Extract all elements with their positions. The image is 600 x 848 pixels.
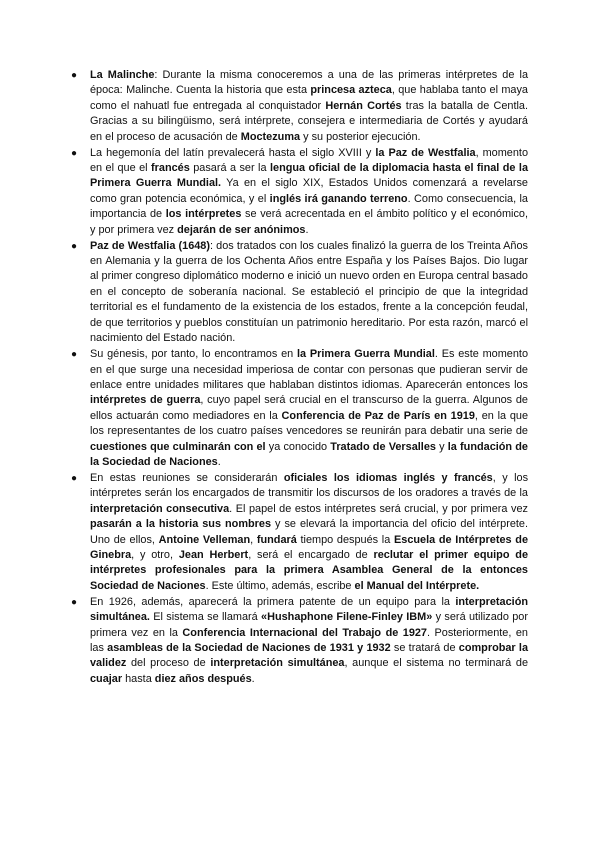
bold-text: lengua oficial de la diplomacia hasta el final de la Primera Guerra Mundial. xyxy=(90,162,528,190)
body-text: . El papel de estos intérpretes será crucial, y por primera vez xyxy=(229,502,528,515)
bullet-item xyxy=(71,146,528,238)
body-text: : dos tratados con los cuales finalizó la guerra de los Treinta Años en Alemania y la guerra de los Ochenta Años entre España y los Países Bajos. Dio lugar al primer congreso diplomático moderno e inició un nuevo orden en Europa central basado en el concepto de soberanía nacional. Se estableció el principio de que la integridad territorial es el fundamento de la existencia de los estados, frente a la concepción feudal, de que territorios y pueblos constituían un patrimonio hereditario. Por esta razón, marcó el nacimiento del Estado nación. xyxy=(90,239,528,345)
body-text: y xyxy=(435,440,448,453)
bullet-dot-icon: ● xyxy=(71,70,78,81)
body-text: se tratará de xyxy=(390,642,459,654)
bold-text: Moctezuma xyxy=(240,130,301,143)
body-text: En estas reuniones se considerarán xyxy=(90,471,284,484)
body-text: . Este último, además, escribe xyxy=(205,579,355,592)
body-text: , y los intérpretes serán los encargados de transmitir los discursos de los oradores a través de la xyxy=(90,471,529,500)
bold-text: Antoine Velleman xyxy=(158,533,251,546)
bold-text: pasarán a la historia sus nombres xyxy=(90,518,272,531)
bold-text: Hernán Cortés xyxy=(325,99,402,112)
bold-text: Paz de Westfalia (1648) xyxy=(90,239,210,252)
body-text: Ya en el siglo XIX, Estados Unidos comenzará a revelarse como gran potencia económica, y el xyxy=(90,177,528,205)
bold-text: los intérpretes xyxy=(165,208,242,221)
bold-text: la Paz de Westfalia xyxy=(375,146,476,159)
bold-text: intérpretes de guerra xyxy=(90,394,201,407)
bullet-dot-icon: ● xyxy=(71,349,78,361)
body-text: hasta xyxy=(122,672,155,685)
bullet-item xyxy=(71,239,528,347)
body-text: : Durante la misma conoceremos a una de las primeras intérpretes de la época: Malinche. Cuenta la historia que esta xyxy=(90,69,528,97)
bold-text: Conferencia de Paz de París en 1919 xyxy=(281,409,475,422)
body-text: , momento en el que el xyxy=(90,146,528,175)
bullet-dot-icon: ● xyxy=(71,472,78,484)
bold-text: interpretación consecutiva xyxy=(90,502,230,515)
body-text: tras la batalla de Centla. Gracias a su bilingüismo, será intérprete, consejera e intermediaria de Cortés y ayudará en el proceso de acusación de xyxy=(90,99,528,143)
bold-text: princesa azteca xyxy=(310,84,392,97)
bold-text: inglés irá ganando terreno xyxy=(269,192,408,205)
body-text: En 1926, además, aparecerá la primera patente de un equipo para la xyxy=(90,595,456,608)
bullet-item xyxy=(71,347,528,470)
body-text: , será el encargado de xyxy=(248,548,374,561)
bold-text: oficiales los idiomas inglés y francés xyxy=(283,471,493,484)
body-text: , en la que los representantes de los cuatro países vencedores se reunirán para debatir una serie de xyxy=(90,409,528,438)
body-text: tiempo después la xyxy=(296,533,394,546)
bullet-dot-icon: ● xyxy=(71,147,78,159)
body-text: . Posteriormente, en las xyxy=(90,626,528,654)
bold-text: Conferencia Internacional del Trabajo de 1927 xyxy=(182,626,427,639)
bullet-list xyxy=(71,68,529,687)
body-text: se verá acrecentada en el ámbito político y el económico, y por primera vez xyxy=(90,208,528,236)
body-text: y se elevará la importancia del oficio del intérprete. Uno de ellos, xyxy=(90,518,528,546)
body-text: , aunque el sistema no terminará de xyxy=(344,657,528,670)
body-text: , y otro, xyxy=(131,548,179,561)
bullet-dot-icon: ● xyxy=(71,240,78,252)
bullet-item xyxy=(71,471,529,594)
bold-text: dejarán de ser anónimos xyxy=(177,223,306,236)
body-text: Su génesis, por tanto, lo encontramos en xyxy=(90,348,297,361)
bold-text: interpretación simultánea xyxy=(210,657,345,670)
bold-text: diez años después xyxy=(154,672,252,685)
body-text: . Es este momento en el que surge una necesidad imperiosa de contar con personas que pudieran servir de enlace entre unidades militares que hablaban distintos idiomas. Aparecerán entonces los xyxy=(90,348,528,391)
bold-text: La Malinche xyxy=(90,69,155,81)
bold-text: francés xyxy=(151,162,190,175)
body-text: pasará a ser la xyxy=(189,162,270,175)
bold-text: Escuela de Intérpretes de Ginebra xyxy=(90,533,529,561)
body-text: . xyxy=(305,223,309,236)
body-text: y será utilizado por primera vez en la xyxy=(90,611,528,639)
bold-text: la fundación de la Sociedad de Naciones xyxy=(90,440,528,468)
bold-text: cuajar xyxy=(90,672,123,685)
body-text: ya conocido xyxy=(265,440,331,453)
bold-text: cuestiones que culminarán con el xyxy=(90,440,266,453)
bullet-item xyxy=(71,595,528,687)
bold-text: comprobar la validez xyxy=(90,642,528,670)
bold-text: «Hushaphone Filene-Finley IBM» xyxy=(261,611,433,624)
body-text: . xyxy=(251,672,255,685)
body-text: del proceso de xyxy=(126,657,211,670)
bold-text: la Primera Guerra Mundial xyxy=(297,348,435,361)
bold-text: Jean Herbert xyxy=(178,548,249,561)
bold-text: interpretación simultánea. xyxy=(90,595,528,624)
bold-text: Tratado de Versalles xyxy=(330,440,436,453)
body-text: . Como consecuencia, la importancia de xyxy=(90,192,528,221)
body-text: y su posterior ejecución. xyxy=(300,130,421,143)
body-text: , que hablaba tanto el maya como el nahuatl fue entregada al conquistador xyxy=(90,84,528,112)
body-text: La hegemonía del latín prevalecerá hasta el siglo XVIII y xyxy=(90,146,376,159)
body-text: , cuyo papel será crucial en el transcurso de la guerra. Algunos de ellos actuarán como mediadores en la xyxy=(90,394,528,422)
body-text: El sistema se llamará xyxy=(149,611,262,624)
body-text: , xyxy=(250,533,257,546)
bold-text: el Manual del Intérprete. xyxy=(354,579,480,592)
bold-text: asambleas de la Sociedad de Naciones de 1931 y 1932 xyxy=(107,642,391,654)
bullet-dot-icon: ● xyxy=(71,596,78,608)
bold-text: fundará xyxy=(256,533,297,546)
body-text: . xyxy=(217,455,221,468)
bullet-item xyxy=(71,68,528,145)
bold-text: reclutar el primer equipo de intérpretes profesionales para la primera Asamblea General de la entonces Sociedad de Naciones xyxy=(90,548,528,592)
